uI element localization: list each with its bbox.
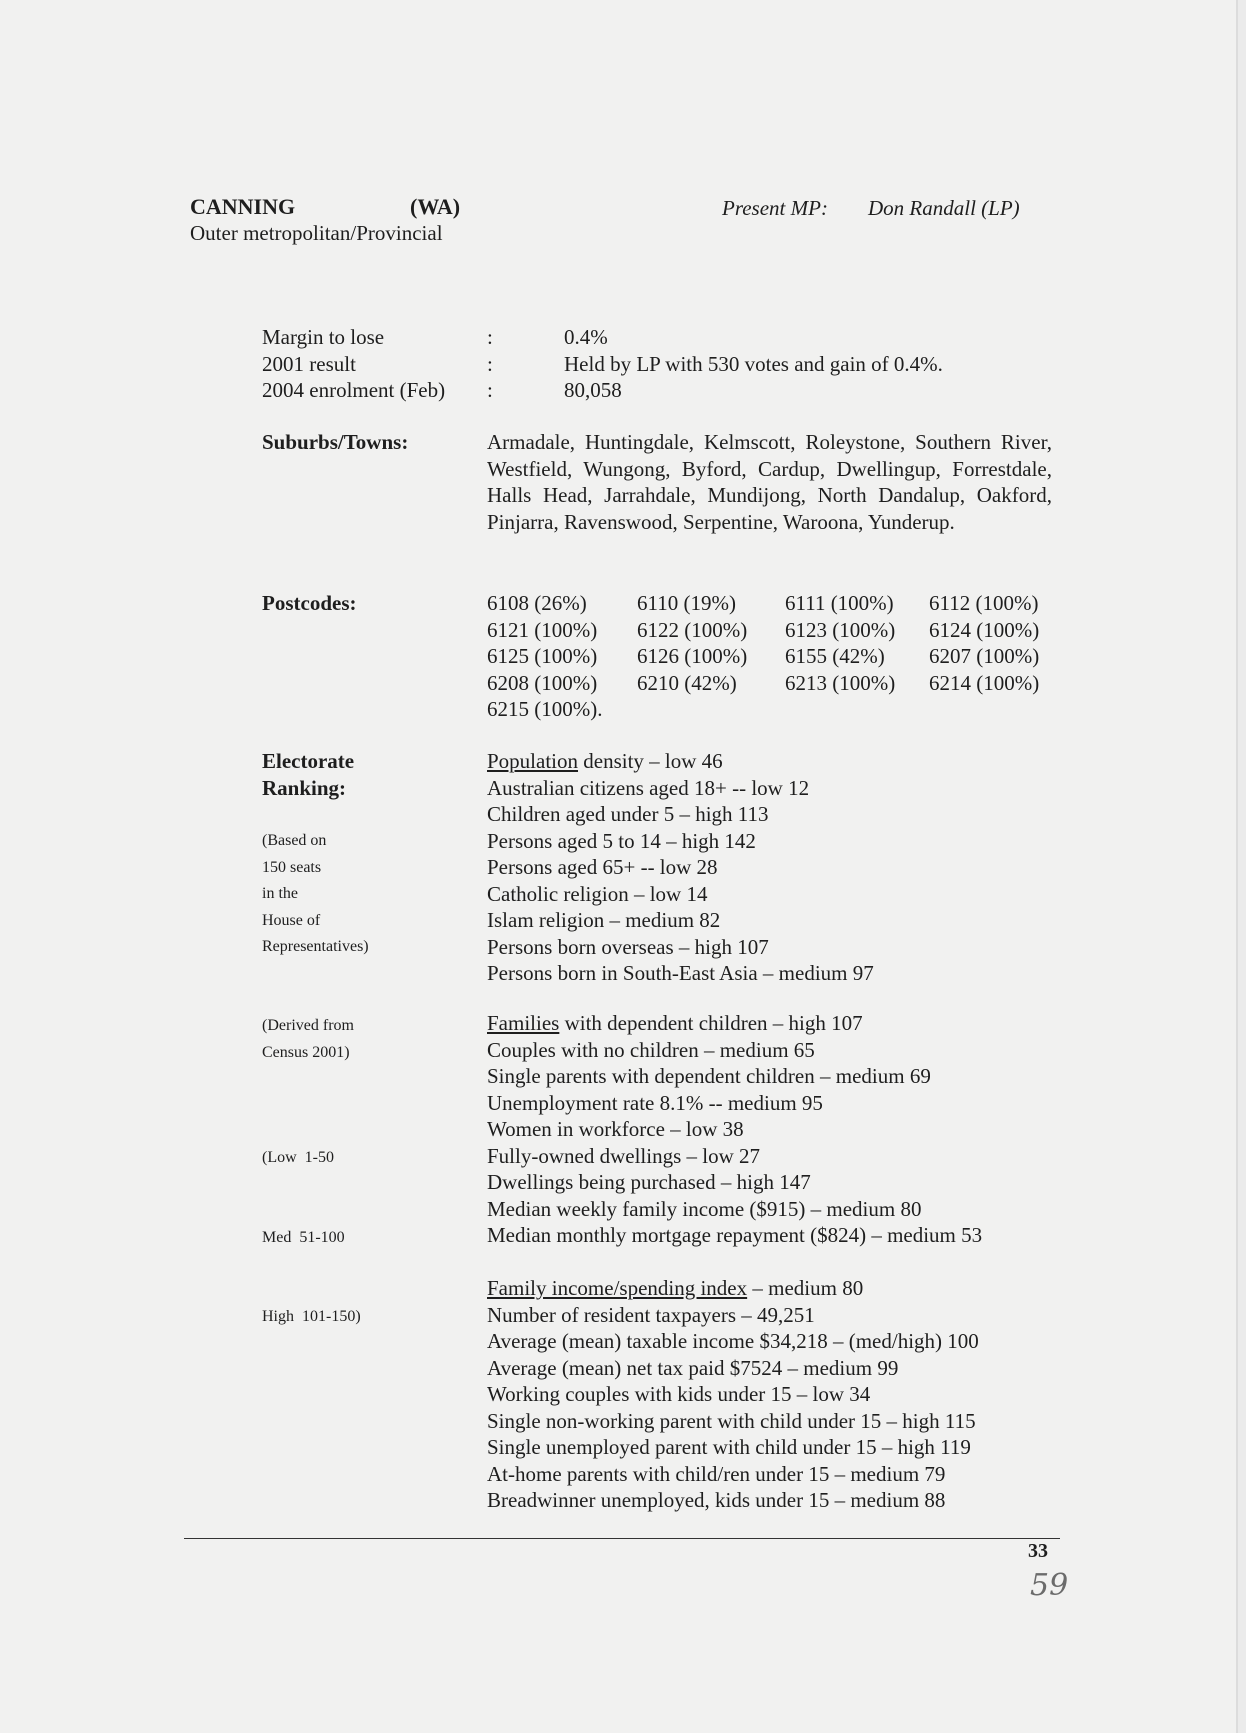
- postcode-item: 6213 (100%): [785, 670, 896, 695]
- note-line: Census 2001): [262, 1043, 350, 1061]
- mp-name: Don Randall (LP): [868, 196, 1020, 220]
- note-line: House of: [262, 911, 321, 929]
- footer-rule: [184, 1538, 1060, 1539]
- postcode-item: 6207 (100%): [929, 644, 1040, 668]
- ranking-item: Persons aged 65+ -- low 28: [487, 855, 718, 879]
- ranking-item: Catholic religion – low 14: [487, 881, 708, 906]
- ranking-group-population: [487, 748, 874, 987]
- ranking-note-scale: [262, 1092, 361, 1384]
- ranking-item: Single unemployed parent with child under 15 – high 119: [487, 1435, 971, 1459]
- fact-label: 2004 enrolment (Feb): [262, 378, 446, 402]
- ranking-item: Persons aged 5 to 14 – high 142: [487, 828, 756, 853]
- fact-sep: :: [487, 351, 493, 376]
- heading-underlined: Population: [487, 749, 579, 773]
- ranking-group-heading: [487, 1275, 979, 1302]
- note-line: in the: [262, 885, 298, 902]
- suburbs-text: Armadale, Huntingdale, Kelmscott, Roleystone, Southern River, Westfield, Wungong, Byford, Cardup, Dwellingup, Forrestdale, Halls Head, Jarrahdale, Mundijong, North Dandalup, Oakford, Pinjarra, Ravenswood, Serpentine, Waroona, Yunderup.: [487, 430, 1052, 534]
- ranking-item: Breadwinner unemployed, kids under 15 – medium 88: [487, 1488, 946, 1512]
- ranking-label-line: Ranking:: [262, 775, 347, 800]
- note-line: (Based on: [262, 832, 327, 849]
- fact-value: Held by LP with 530 votes and gain of 0.4%.: [564, 351, 943, 376]
- ranking-item: At-home parents with child/ren under 15 – medium 79: [487, 1461, 946, 1486]
- postcodes-label: Postcodes:: [262, 591, 357, 615]
- ranking-item: Couples with no children – medium 65: [487, 1037, 815, 1062]
- ranking-item: Single parents with dependent children – medium 69: [487, 1064, 931, 1088]
- heading-rest: with dependent children – high 107: [559, 1011, 863, 1035]
- postcode-item: 6210 (42%): [637, 670, 737, 695]
- fact-value: 80,058: [564, 378, 622, 402]
- ranking-note-source: [262, 1013, 354, 1066]
- heading-underlined: Family income/spending index: [487, 1276, 748, 1300]
- postcode-item: 6124 (100%): [929, 617, 1040, 642]
- note-line: (Derived from: [262, 1017, 354, 1034]
- ranking-item: Average (mean) net tax paid $7524 – medium 99: [487, 1355, 899, 1380]
- ranking-note-basis: [262, 828, 369, 961]
- electorate-type: Outer metropolitan/Provincial: [190, 221, 443, 245]
- ranking-group-heading: [487, 1010, 982, 1037]
- postcode-item: 6155 (42%): [785, 644, 885, 668]
- ranking-item: Islam religion – medium 82: [487, 908, 721, 932]
- postcode-item: 6126 (100%): [637, 644, 748, 668]
- ranking-item: Persons born in South-East Asia – medium 97: [487, 961, 874, 985]
- postcode-item: 6112 (100%): [929, 591, 1039, 615]
- postcode-item: 6125 (100%): [487, 644, 598, 668]
- ranking-item: Children aged under 5 – high 113: [487, 802, 769, 826]
- note-line: Representatives): [262, 938, 369, 955]
- ranking-group-heading: [487, 748, 874, 775]
- ranking-item: Women in workforce – low 38: [487, 1117, 744, 1141]
- ranking-item: Single non-working parent with child under 15 – high 115: [487, 1408, 976, 1433]
- ranking-label-line: Electorate: [262, 749, 355, 773]
- handwritten-page-number: 59: [1030, 1568, 1069, 1603]
- heading-rest: density – low 46: [578, 749, 723, 773]
- postcode-item: 6108 (26%): [487, 591, 587, 615]
- fact-sep: :: [487, 325, 493, 349]
- fact-label: 2001 result: [262, 351, 356, 376]
- postcode-item: 6123 (100%): [785, 617, 896, 642]
- ranking-item: Australian citizens aged 18+ -- low 12: [487, 775, 810, 800]
- postcode-item: 6110 (19%): [637, 591, 736, 615]
- ranking-item: Median monthly mortgage repayment ($824) – medium 53: [487, 1223, 983, 1247]
- ranking-item: Working couples with kids under 15 – low 34: [487, 1382, 871, 1406]
- ranking-group-families: [487, 1010, 982, 1249]
- ranking-item: Dwellings being purchased – high 147: [487, 1170, 811, 1194]
- note-line: (Low 1-50: [262, 1149, 334, 1166]
- postcode-item: 6111 (100%): [785, 591, 894, 615]
- postcode-item: 6215 (100%).: [487, 697, 603, 721]
- postcode-item: 6121 (100%): [487, 617, 598, 642]
- ranking-item: Fully-owned dwellings – low 27: [487, 1143, 760, 1168]
- ranking-item: Number of resident taxpayers – 49,251: [487, 1302, 815, 1327]
- note-line: 150 seats: [262, 858, 322, 876]
- page-number: 33: [1028, 1540, 1048, 1562]
- ranking-group-income: [487, 1275, 979, 1514]
- fact-label: Margin to lose: [262, 325, 385, 349]
- postcode-item: 6122 (100%): [637, 617, 748, 642]
- postcodes-grid: [487, 590, 1059, 723]
- ranking-label: [262, 748, 354, 801]
- note-line: Med 51-100: [262, 1228, 345, 1246]
- heading-rest: – medium 80: [747, 1276, 864, 1300]
- electorate-name: CANNING: [190, 194, 296, 219]
- ranking-item: Unemployment rate 8.1% -- medium 95: [487, 1090, 823, 1115]
- postcode-item: 6208 (100%): [487, 670, 598, 695]
- postcode-item: 6214 (100%): [929, 670, 1040, 695]
- ranking-item: Average (mean) taxable income $34,218 – (med/high) 100: [487, 1329, 979, 1353]
- fact-sep: :: [487, 378, 493, 402]
- ranking-item: Persons born overseas – high 107: [487, 934, 769, 959]
- electorate-state: (WA): [410, 194, 461, 219]
- fact-value: 0.4%: [564, 325, 608, 349]
- note-line: High 101-150): [262, 1308, 361, 1325]
- suburbs-label: Suburbs/Towns:: [262, 430, 409, 454]
- facts-block: [262, 324, 943, 404]
- heading-underlined: Families: [487, 1011, 560, 1035]
- mp-label: Present MP:: [722, 196, 828, 220]
- ranking-item: Median weekly family income ($915) – medium 80: [487, 1196, 922, 1221]
